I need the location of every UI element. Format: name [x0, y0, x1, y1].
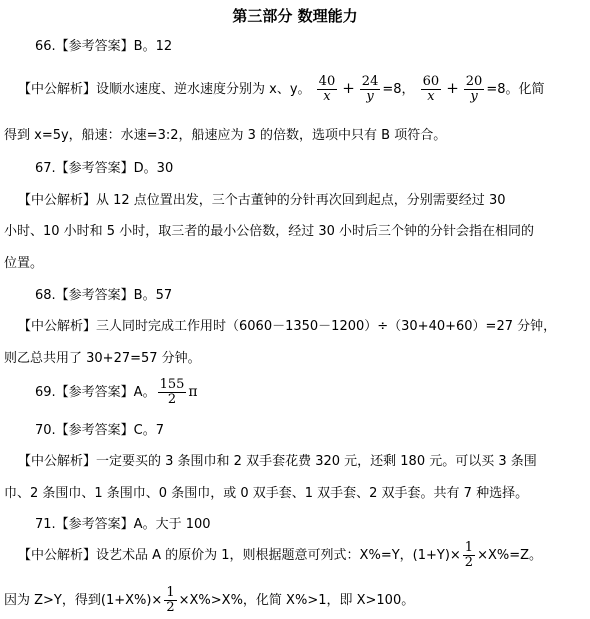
analysis-71-text-a: 【中公解析】设艺术品 A 的原价为 1，则根据题意可列式：X%=Y，(1+Y)× [18, 548, 461, 563]
answer-66: 66.【参考答案】B。12 [35, 39, 173, 54]
fraction-1-2-b: $\frac{1}{2}$ [166, 585, 175, 615]
analysis-70-line1: 【中公解析】一定要买的 3 条围巾和 2 双手套花费 320 元，还剩 180 元。可以买 3 条围 [18, 454, 537, 469]
analysis-70-line2: 巾、2 条围巾、1 条围巾、0 条围巾，或 0 双手套、1 双手套、2 双手套。共有 7 种选择。 [4, 486, 529, 501]
analysis-66-line1: 【中公解析】设顺水速度、逆水速度分别为 x、y。 $\frac{40}{x}$ + $\frac{24}{y}$ =8， $\frac{60}{x}$ + $\frac{20}{y}$ =8。化简 [18, 74, 545, 104]
pi-symbol: π [188, 384, 198, 400]
fraction-20-y: $\frac{20}{y}$ [465, 74, 483, 104]
analysis-68-line2: 则乙总共用了 30+27=57 分钟。 [4, 351, 201, 366]
answer-67: 67.【参考答案】D。30 [35, 161, 174, 176]
section-title: 第三部分 数理能力 [232, 7, 358, 25]
analysis-67-line3: 位置。 [4, 256, 44, 271]
analysis-66-line2: 得到 x=5y，船速：水速=3:2，船速应为 3 的倍数，选项中只有 B 项符合。 [4, 128, 447, 143]
analysis-66-text-c: =8。化简 [486, 82, 545, 97]
analysis-71-line2 [4, 583, 414, 619]
answer-71: 71.【参考答案】A。大于 100 [35, 517, 211, 532]
analysis-71-text-b: ×X%=Z。 [477, 548, 543, 563]
analysis-67-line2: 小时、10 小时和 5 小时，取三者的最小公倍数，经过 30 小时后三个钟的分针会指在相同的 [4, 224, 535, 239]
analysis-71-text-d: ×X%>X%，化简 X%>1，即 X>100。 [178, 593, 415, 608]
fraction-60-x: $\frac{60}{x}$ [422, 74, 440, 104]
analysis-67-line1: 【中公解析】从 12 点位置出发，三个古董钟的分针再次回到起点，分别需要经过 30 [18, 193, 506, 208]
analysis-66-text-a: 【中公解析】设顺水速度、逆水速度分别为 x、y。 [18, 82, 311, 97]
fraction-155-2: $\frac{155}{2}$ [159, 377, 185, 407]
answer-68: 68.【参考答案】B。57 [35, 288, 173, 303]
answer-70: 70.【参考答案】C。7 [35, 423, 165, 438]
answer-69-prefix: 69.【参考答案】A。 [35, 385, 156, 400]
fraction-40-x: $\frac{40}{x}$ [318, 74, 336, 104]
fraction-1-2-a: $\frac{1}{2}$ [464, 540, 474, 570]
fraction-24-y: $\frac{24}{y}$ [361, 74, 379, 104]
answer-69 [35, 374, 198, 411]
analysis-71-line1 [18, 538, 542, 574]
analysis-71-text-c: 因为 Z>Y，得到(1+X%)× [4, 593, 163, 608]
analysis-68-line1: 【中公解析】三人同时完成工作用时（6060－1350－1200）÷（30+40+60）=27 分钟， [18, 319, 557, 334]
analysis-66-text-b: =8， [382, 82, 415, 97]
